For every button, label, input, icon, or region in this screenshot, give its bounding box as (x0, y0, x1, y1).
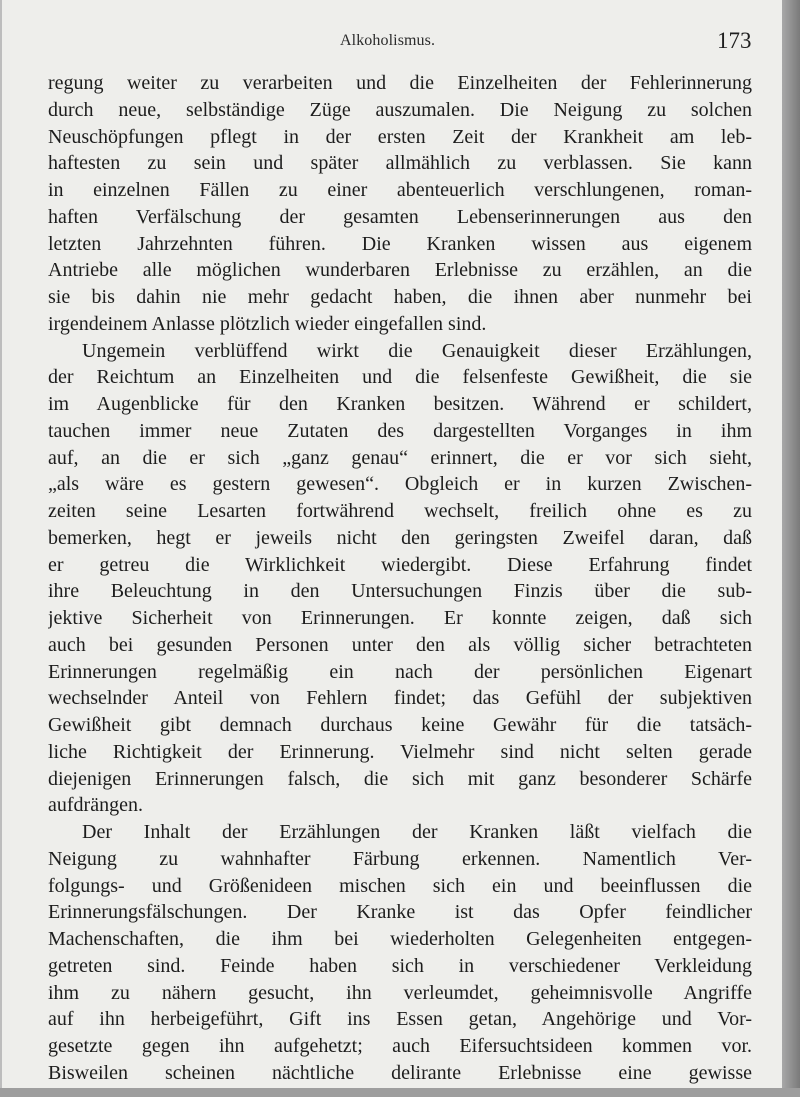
text-line: irgendeinem Anlasse plötzlich wieder eingefallen sind. (48, 312, 487, 335)
text-line: auf, an die er sich „ganz genau“ erinnert, die er vor sich sieht, (48, 446, 752, 469)
page-edge-shadow (782, 0, 800, 1097)
bottom-edge-shadow (0, 1088, 800, 1097)
text-line: auf ihn herbeigeführt, Gift ins Essen getan, Angehörige und Vor- (48, 1008, 752, 1031)
text-line: Ungemein verblüffend wirkt die Genauigkeit dieser Erzählungen, (82, 339, 752, 362)
text-line: auch bei gesunden Personen unter den als völlig sicher betrachteten (48, 633, 752, 656)
text-line: folgungs- und Größenideen mischen sich ein und beeinflussen die (48, 874, 752, 897)
text-line: aufdrängen. (48, 794, 143, 817)
text-line: diejenigen Erinnerungen falsch, die sich mit ganz besonderer Schärfe (48, 767, 752, 790)
text-line: zeiten seine Lesarten fortwährend wechselt, freilich ohne es zu (48, 500, 752, 522)
text-line: tauchen immer neue Zutaten des dargestellten Vorganges in ihm (48, 419, 752, 442)
text-line: liche Richtigkeit der Erinnerung. Vielmehr sind nicht selten gerade (48, 740, 752, 763)
text-line: „als wäre es gestern gewesen“. Obgleich er in kurzen Zwischen- (48, 473, 752, 496)
page-body (48, 70, 752, 1087)
text-line: durch neue, selbständige Züge auszumalen. Die Neigung zu solchen (48, 98, 752, 121)
text-line: sie bis dahin nie mehr gedacht haben, die ihnen aber nunmehr bei (48, 286, 752, 308)
text-line: er getreu die Wirklichkeit wiedergibt. Diese Erfahrung findet (48, 553, 752, 576)
text-line: bemerken, hegt er jeweils nicht den geringsten Zweifel daran, daß (48, 526, 752, 549)
text-line: wechselnder Anteil von Fehlern findet; das Gefühl der subjektiven (48, 687, 752, 710)
page-number: 173 (717, 28, 752, 53)
text-line: getreten sind. Feinde haben sich in verschiedener Verkleidung (48, 954, 752, 977)
running-title: Alkoholismus. (340, 32, 436, 49)
text-line: haftesten zu sein und später allmählich zu verblassen. Sie kann (48, 152, 752, 175)
text-line: ihm zu nähern gesucht, ihn verleumdet, geheimnisvolle Angriffe (48, 981, 752, 1004)
text-line: im Augenblicke für den Kranken besitzen. Während er schildert, (48, 393, 752, 415)
text-line: Bisweilen scheinen nächtliche delirante Erlebnisse eine gewisse (48, 1061, 752, 1084)
page-header (0, 30, 782, 60)
text-line: Erinnerungen regelmäßig ein nach der persönlichen Eigenart (48, 660, 752, 683)
text-line: regung weiter zu verarbeiten und die Einzelheiten der Fehlerinnerung (48, 72, 752, 94)
text-line: Antriebe alle möglichen wunderbaren Erlebnisse zu erzählen, an die (48, 259, 752, 282)
text-line: Gewißheit gibt demnach durchaus keine Gewähr für die tatsäch- (48, 714, 752, 736)
text-line: Machenschaften, die ihm bei wiederholten Gelegenheiten entgegen- (48, 928, 752, 950)
text-line: jektive Sicherheit von Erinnerungen. Er konnte zeigen, daß sich (48, 607, 752, 629)
text-line: Erinnerungsfälschungen. Der Kranke ist das Opfer feindlicher (48, 901, 752, 924)
text-line: gesetzte gegen ihn aufgehetzt; auch Eifersuchtsideen kommen vor. (48, 1035, 752, 1057)
text-line: ihre Beleuchtung in den Untersuchungen Finzis über die sub- (48, 580, 752, 603)
text-line: Der Inhalt der Erzählungen der Kranken läßt vielfach die (82, 821, 752, 843)
text-line: in einzelnen Fällen zu einer abenteuerlich verschlungenen, roman- (48, 179, 752, 201)
text-line: Neigung zu wahnhafter Färbung erkennen. Namentlich Ver- (48, 847, 752, 870)
text-line: haften Verfälschung der gesamten Lebenserinnerungen aus den (48, 205, 752, 228)
text-line: der Reichtum an Einzelheiten und die felsenfeste Gewißheit, die sie (48, 366, 752, 389)
text-line: Neuschöpfungen pflegt in der ersten Zeit der Krankheit am leb- (48, 125, 752, 148)
text-line: letzten Jahrzehnten führen. Die Kranken wissen aus eigenem (48, 232, 752, 255)
